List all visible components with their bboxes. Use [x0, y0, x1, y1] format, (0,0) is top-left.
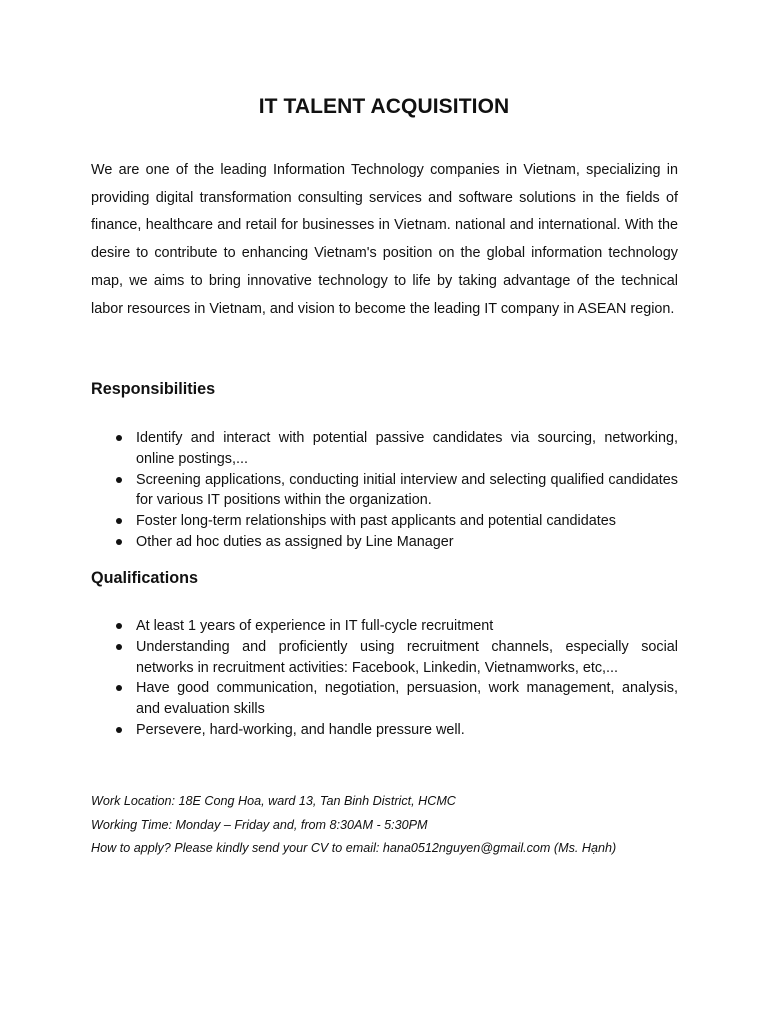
- list-item: [114, 720, 678, 741]
- work-location: Work Location: 18E Cong Hoa, ward 13, Tan Binh District, HCMC: [91, 794, 456, 808]
- page-title: IT TALENT ACQUISITION: [258, 95, 510, 118]
- bullet-icon: [116, 623, 122, 629]
- responsibilities-heading: Responsibilities: [91, 380, 216, 398]
- list-item: [114, 532, 678, 553]
- job-details-footer: [91, 790, 711, 861]
- list-item: [114, 678, 678, 720]
- list-item: [114, 637, 678, 679]
- bullet-icon: [116, 477, 122, 483]
- list-item-text: Identify and interact with potential passive candidates via sourcing, networking, online postings,...: [136, 430, 678, 467]
- list-item-text: Have good communication, negotiation, persuasion, work management, analysis, and evaluation skills: [136, 680, 678, 718]
- list-item-text: Understanding and proficiently using recruitment channels, especially social networks in recruitment activities: Facebook, Linkedin, Vietnamworks, etc,...: [136, 638, 678, 676]
- working-time: Working Time: Monday – Friday and, from 8:30AM - 5:30PM: [91, 817, 428, 832]
- list-item: [114, 511, 678, 532]
- qualifications-heading: Qualifications: [91, 569, 199, 587]
- bullet-icon: [116, 539, 122, 545]
- list-item-text: Other ad hoc duties as assigned by Line Manager: [136, 533, 454, 550]
- bullet-icon: [116, 518, 122, 524]
- bullet-icon: [116, 727, 122, 733]
- list-item-text: At least 1 years of experience in IT full-cycle recruitment: [136, 618, 494, 634]
- list-item: [114, 616, 678, 637]
- list-item-text: Foster long-term relationships with past applicants and potential candidates: [136, 513, 616, 530]
- responsibilities-list: [114, 428, 678, 553]
- how-to-apply: How to apply? Please kindly send your CV to email: hana0512nguyen@gmail.com (Ms. Hạnh): [91, 841, 617, 856]
- bullet-icon: [116, 685, 122, 691]
- list-item-text: Persevere, hard-working, and handle pressure well.: [136, 721, 465, 738]
- bullet-icon: [116, 644, 122, 650]
- bullet-icon: [116, 435, 122, 441]
- list-item-text: Screening applications, conducting initial interview and selecting qualified candidates for various IT positions within the organization.: [136, 471, 678, 509]
- list-item: [114, 470, 678, 512]
- list-item: [114, 428, 678, 470]
- qualifications-list: [114, 616, 678, 741]
- company-intro: We are one of the leading Information Technology companies in Vietnam, specializing in providing digital transformation consulting services and software solutions in the fields of finance, healthcare and retail for businesses in Vietnam. national and international. With the desire to contribute to enhancing Vietnam's position on the global information technology map, we aims to bring innovative technology to life by taking advantage of the technical labor resources in Vietnam, and vision to become the leading IT company in ASEAN region.: [91, 162, 678, 317]
